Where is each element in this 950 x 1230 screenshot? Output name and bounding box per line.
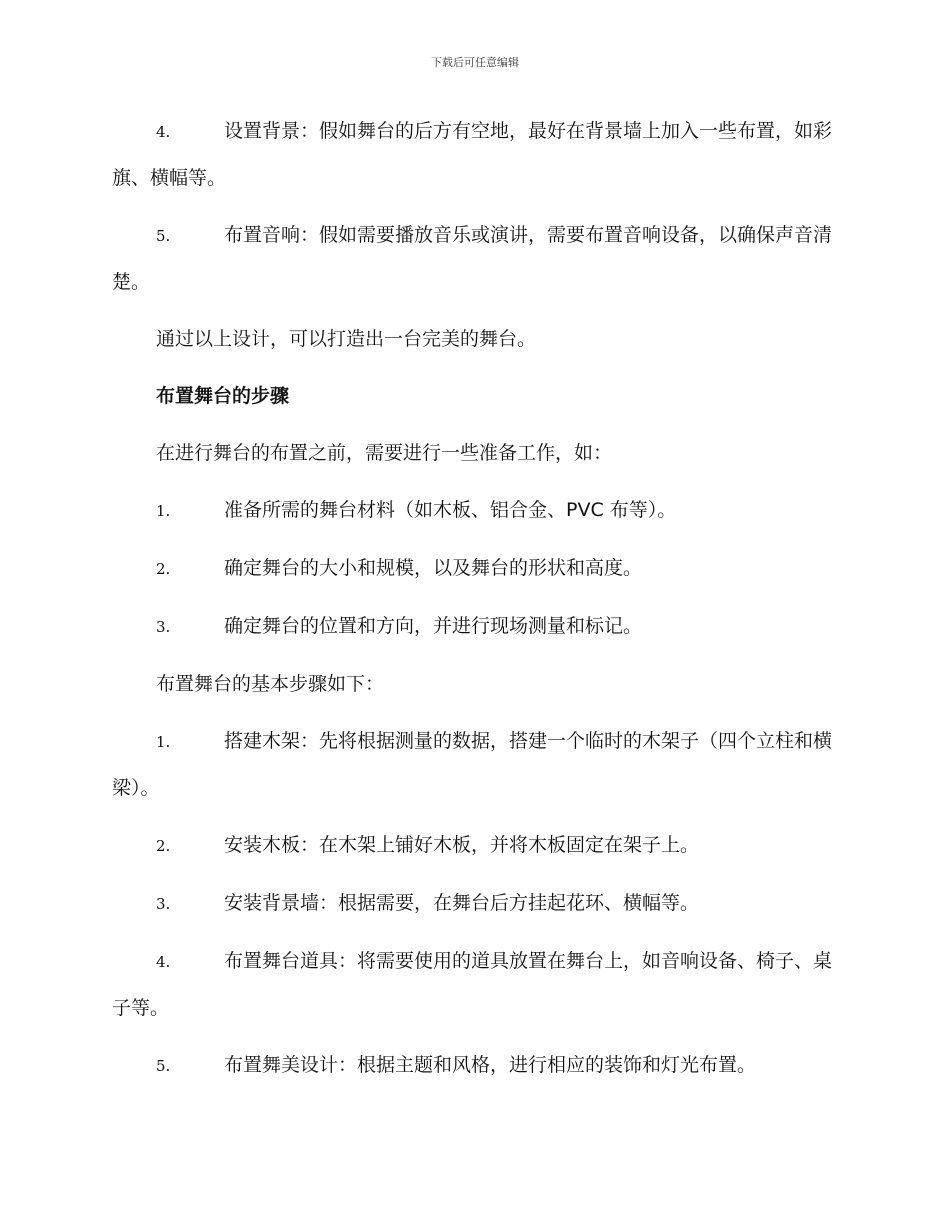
paragraph: 在进行舞台的布置之前，需要进行一些准备工作，如：	[156, 442, 613, 464]
list-item	[112, 603, 836, 650]
list-text: 准备所需的舞台材料（如木板、铝合金、PVC 布等）。	[224, 499, 677, 521]
header-note: 下载后可任意编辑	[431, 56, 519, 69]
list-number: 3.	[156, 618, 171, 636]
list-item	[112, 880, 836, 927]
list-number: 3.	[156, 895, 171, 913]
list-text: 安装背景墙：根据需要，在舞台后方挂起花环、横幅等。	[224, 892, 700, 914]
list-item	[112, 545, 836, 592]
list-text: 布置舞美设计：根据主题和风格，进行相应的装饰和灯光布置。	[224, 1054, 757, 1076]
list-number: 2.	[156, 837, 171, 855]
list-number: 5.	[156, 1057, 171, 1075]
list-item	[112, 822, 836, 869]
list-text: 搭建木架：先将根据测量的数据，搭建一个临时的木架子（四个立柱和横梁）。	[112, 730, 833, 799]
paragraph: 通过以上设计，可以打造出一台完美的舞台。	[156, 328, 537, 350]
paragraph: 布置舞台的基本步骤如下：	[156, 673, 385, 695]
list-item	[112, 1042, 836, 1089]
list-text: 布置音响：假如需要播放音乐或演讲，需要布置音响设备，以确保声音清楚。	[112, 224, 833, 293]
document-body	[112, 108, 836, 1100]
list-text: 确定舞台的大小和规模，以及舞台的形状和高度。	[224, 557, 643, 579]
list-item	[112, 212, 836, 305]
list-item	[112, 718, 836, 811]
list-text: 布置舞台道具：将需要使用的道具放置在舞台上，如音响设备、椅子、桌子等。	[112, 950, 833, 1019]
list-number: 4.	[156, 123, 171, 141]
list-number: 4.	[156, 953, 171, 971]
list-text: 设置背景：假如舞台的后方有空地，最好在背景墙上加入一些布置，如彩旗、横幅等。	[112, 120, 833, 189]
list-number: 5.	[156, 227, 171, 245]
list-number: 1.	[156, 502, 171, 520]
list-number: 2.	[156, 560, 171, 578]
list-item	[112, 108, 836, 201]
list-number: 1.	[156, 733, 171, 751]
list-item	[112, 487, 836, 534]
section-heading: 布置舞台的步骤	[156, 385, 290, 407]
list-text: 安装木板：在木架上铺好木板，并将木板固定在架子上。	[224, 834, 700, 856]
list-item	[112, 938, 836, 1031]
list-text: 确定舞台的位置和方向，并进行现场测量和标记。	[224, 615, 643, 637]
